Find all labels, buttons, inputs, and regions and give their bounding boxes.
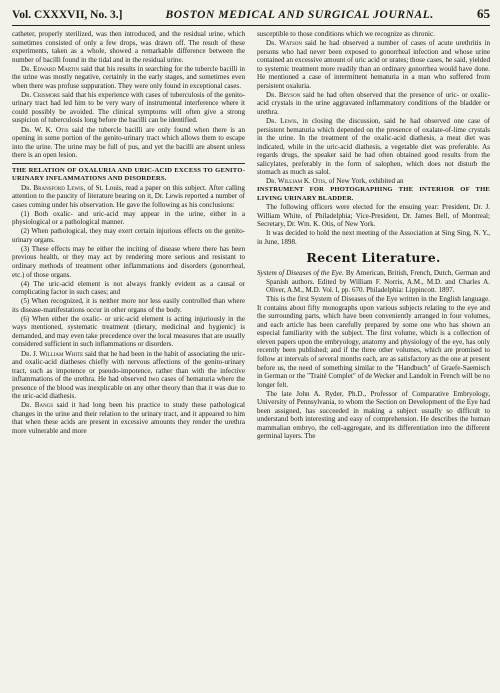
speaker-name: Dr. Bryson (266, 90, 301, 99)
paragraph-text: , in closing the discussion, said he had observed one case of persistent hematuria which depended on the presence of oxalate-of-lime crystals in the urine. In the treatment of the oxalic-acid diathesis, a meat diet was indicated, while in the uric-acid diathesis, a vegetable diet was preferable. As regards drugs, the speaker said he had often obtained good results from the salicylates, preferably in the form of salophen, which does not disturb the stomach as much as salol. (257, 116, 490, 177)
review-details: By American, British, French, Dutch, German and Spanish authors. Edited by William F. Norris, A.M., M.D. and Charles A. Oliver, A.M., M.D. Vol. I, pp. 670. Philadelphia: Lippincott. 1897. (266, 269, 490, 295)
left-column (12, 30, 245, 441)
speaker-name: Dr. Lewis (266, 116, 297, 125)
paragraph-text: , of St. Louis, read a paper on this subject. After calling attention to the paucity of literature bearing on it, Dr. Lewis reported a number of cases coming under his observation. He gave the following as his conclusions: (12, 183, 245, 209)
recent-literature-heading: Recent Literature. (306, 250, 441, 266)
paragraph-text: said it had long been his practice to study these pathological changes in the urine and their relation to the urinary tract, and it appeared to him that when these acids are present in excessive amounts they render the urethra more vulnerable and more (12, 401, 245, 435)
paragraph-text: said the tubercle bacilli are only found when there is an opening in some portion of the genito-urinary tract which allows them to escape into the urine. The urine may be full of pus, and yet the bacilli are absent unless there is an open lesion. (12, 125, 245, 160)
paragraph (257, 177, 490, 186)
paragraph (12, 126, 245, 160)
paragraph-text: said that his results in searching for the tubercle bacilli in the urine was mostly negative, certainly in the early stages, and sometimes even when there was profuse suppuration. They were only found in exceptional cases. (12, 64, 245, 90)
paragraph-text: , of New York, exhibited an (325, 177, 404, 186)
conclusion-item: (6) When either the oxalic- or uric-acid element is acting injuriously in the ways mentioned, systematic treatment (dietary, medicinal and hygienic) is demanded, and may even take precedence over the local measures that are usually considered sufficient in such inflammations or disorders. (12, 314, 245, 349)
paragraph-text: said that he had been in the habit of associating the uric- and oxalic-acid diatheses chiefly with nervous affections of the genito-urinary tract, such as impotence or pseudo-impotence, rather than with the infective inflammations of the urethra. He had observed two cases of hematuria where the presence of the blood was inexplicable on any other theory than that it was due to the uric-acid diathesis. (12, 349, 245, 401)
right-column (257, 30, 490, 441)
section-heading: INSTRUMENT FOR PHOTOGRAPHING THE INTERIOR OF THE LIVING URINARY BLADDER. (257, 186, 490, 202)
paragraph (257, 91, 490, 117)
paragraph: This is the first System of Diseases of the Eye written in the English language. It contains about fifty monographs upon various subjects relating to the eye and the surrounding parts, which have been conveniently arranged in four volumes, and each article has been carefully prepared by some one who has shown an especial familiarity with the subject. The first volume, which is a collection of eleven papers upon the embryology, anatomy and physiology of the eye, has only recently been published; and if the three other volumes, which are promised to follow at intervals of several months each, are as satisfactory as the one at present before us, the need of something similar to the "Handbuch" of Graefe-Saemisch in German or the "Traité Complet" of de Wecker and Landolt in French will be no longer felt. (257, 295, 490, 389)
divider (12, 163, 245, 164)
page-header (12, 6, 490, 26)
volume-number: Vol. CXXXVII, No. 3.] (12, 9, 123, 21)
paragraph-text: said that his experience with cases of tuberculosis of the genito-urinary tract had led him to be very wary of instrumental interference where it could possibly be avoided. The clinical symptoms will often give a strong suspicion of tuberculosis long before the bacilli can be identified. (12, 90, 245, 125)
paragraph: It was decided to hold the next meeting of the Association at Sing Sing, N. Y., in June, 1898. (257, 229, 490, 246)
conclusion-item: (2) When pathological, they may exert certain injurious effects on the genito-urinary organs. (12, 227, 245, 244)
speaker-name: Dr. Watson (266, 39, 302, 48)
speaker-name: Dr. Bransford Lewis (21, 183, 84, 192)
paragraph-text: said he had observed a number of cases of acute urethritis in persons who had never been exposed to gonorrheal infection and whose urine contained an excessive amount of uric acid or urates; those cases, he said, yielded to systemic treatment more readily than an ordinary gonorrhea would have done. He mentioned a case of intermittent hematuria in a man who suffered from persistent oxaluria. (257, 39, 491, 90)
paragraph (12, 401, 245, 435)
review-citation (257, 269, 490, 295)
conclusion-item: (4) The uric-acid element is not always frankly evident as a causal or complicating factor in such cases; and (12, 279, 245, 297)
paragraph (12, 91, 245, 125)
paragraph (12, 184, 245, 210)
paragraph (12, 65, 245, 91)
conclusion-item: (3) These effects may be either the inciting of disease where there has been previous health, or they may act by rendering more serious and resistant to ordinary methods of treatment other inflammations and disorders (gonorrheal, etc.) of those organs. (12, 244, 245, 279)
paragraph (12, 350, 245, 401)
speaker-name: Dr. W. K. Otis (21, 125, 69, 134)
conclusion-item: (1) Both oxalic- and uric-acid may appear in the urine, either in a physiological or a pathological manner. (12, 209, 245, 227)
paragraph (257, 117, 490, 177)
page-number: 65 (477, 6, 490, 21)
speaker-name: Dr. Edward Martin (21, 64, 80, 73)
paragraph-text: said he had often observed that the presence of uric- or oxalic-acid crystals in the urine aggravated inflammatory conditions of the bladder or urethra. (257, 90, 490, 116)
journal-title: BOSTON MEDICAL AND SURGICAL JOURNAL. (165, 9, 434, 21)
speaker-name: Dr. Bangs (21, 401, 54, 410)
paragraph: The late John A. Ryder, Ph.D., Professor of Comparative Embryology, University of Pennsylvania, to whom the Section on Development of the Eye had been assigned, has succeeded in making a subject usually so difficult to understand both interesting and easy of comprehension. He describes the human mammalian embryo, the cell-aggregate, and its differentiation into the different germinal layers. The (257, 389, 490, 441)
paragraph: susceptible to those conditions which we recognize as chronic. (257, 30, 435, 38)
paragraph: The following officers were elected for the ensuing year: President, Dr. J. William White, of Philadelphia; Vice-President, Dr. James Bell, of Montreal; Secretary, Dr. Wm. K. Otis, of New York. (257, 203, 490, 229)
two-column-body (12, 30, 490, 441)
section-heading: THE RELATION OF OXALURIA AND URIC-ACID EXCESS TO GENITO-URINARY INFLAMMATIONS AND DISORDERS. (12, 166, 245, 182)
paragraph (257, 39, 490, 90)
speaker-name: Dr. J. William White (21, 349, 84, 358)
speaker-name: Dr. William K. Otis (266, 177, 326, 186)
review-book-title: System of Diseases of the Eye. (257, 269, 344, 278)
conclusion-item: (5) When recognized, it is neither more nor less easily controlled than where its disease-manifestations occur in other organs of the body. (12, 297, 245, 314)
speaker-name: Dr. Crismore (21, 90, 61, 99)
paragraph: catheter, properly sterilized, was then introduced, and the residual urine, which sometimes consisted of only a few drops, was drawn off. The result of these experiments, taken as a whole, showed a remarkable difference between the number of bacilli found in the tidal and in the residual urine. (12, 30, 245, 64)
